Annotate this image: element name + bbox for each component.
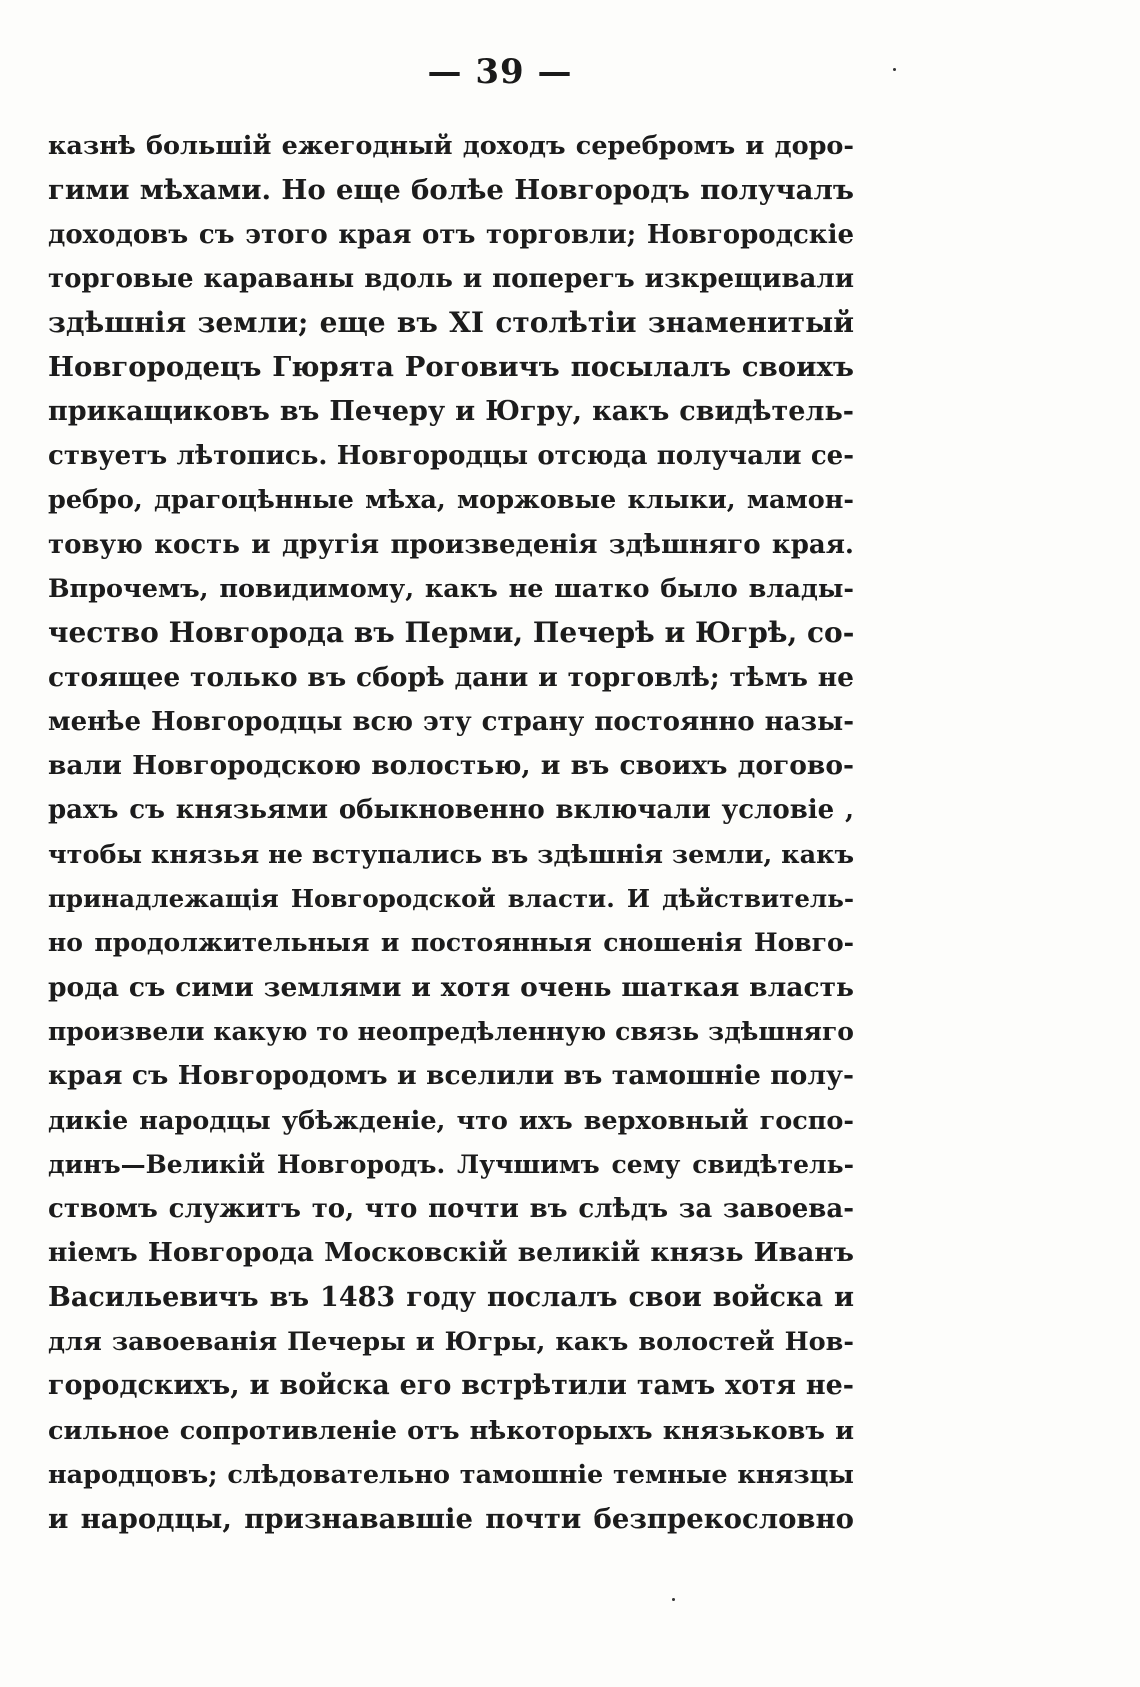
text-line: вали Новгородскою волостью, и въ своихъ догово- — [48, 750, 854, 782]
text-line: казнѣ большій ежегодный доходъ серебромъ и доро- — [48, 131, 854, 161]
text-line: чтобы князья не вступались въ здѣшнія земли, какъ — [48, 839, 854, 870]
text-line: прикащиковъ въ Печеру и Югру, какъ свидѣтель- — [48, 395, 854, 427]
text-line: ніемъ Новгорода Московскій великій князь Иванъ — [48, 1237, 854, 1269]
text-line: Новгородецъ Гюрята Роговичъ посылалъ своихъ — [48, 351, 854, 384]
text-line: стоящее только въ сборѣ дани и торговлѣ; тѣмъ не — [48, 661, 854, 693]
text-line: доходовъ съ этого края отъ торговли; Новгородскіе — [48, 219, 854, 250]
text-line: торговые караваны вдоль и поперегъ изкрещивали — [48, 263, 854, 294]
text-line: городскихъ, и войска его встрѣтили тамъ хотя не- — [48, 1370, 854, 1402]
text-line: ствомъ служитъ то, что почти въ слѣдъ за завоева- — [48, 1194, 854, 1225]
text-line: здѣшнія земли; еще въ XI столѣтіи знаменитый — [48, 306, 854, 340]
text-line: ствуетъ лѣтопись. Новгородцы отсюда получали се- — [48, 441, 854, 472]
text-line: рода съ сими землями и хотя очень шаткая власть — [48, 971, 854, 1003]
print-speck — [672, 1598, 675, 1601]
text-line: края съ Новгородомъ и вселили въ тамошніе полу- — [48, 1060, 854, 1092]
text-line: Васильевичъ въ 1483 году послалъ свои войска и — [48, 1281, 854, 1313]
text-line: ребро, драгоцѣнные мѣха, моржовые клыки, мамон- — [48, 485, 854, 516]
text-line: товую кость и другія произведенія здѣшняго края. — [48, 529, 854, 560]
text-line: Впрочемъ, повидимому, какъ не шатко было влады- — [48, 573, 854, 604]
text-line: произвели какую то неопредѣленную связь здѣшняго — [48, 1016, 854, 1046]
text-line: народцовъ; слѣдовательно тамошніе темные князцы — [48, 1459, 854, 1490]
text-line: рахъ съ князьями обыкновенно включали условіе , — [48, 795, 854, 826]
text-line: сильное сопротивленіе отъ нѣкоторыхъ князьковъ и — [48, 1415, 854, 1446]
text-line: и народцы, признававшіе почти безпрекословно — [48, 1503, 854, 1536]
text-line: менѣе Новгородцы всю эту страну постоянно назы- — [48, 706, 854, 737]
text-line: гими мѣхами. Но еще болѣе Новгородъ получалъ — [48, 174, 854, 207]
text-line: принадлежащія Новгородской власти. И дѣйствитель- — [48, 884, 854, 914]
page-number: — 39 — — [427, 52, 573, 92]
text-line: дикіе народцы убѣжденіе, что ихъ верховный госпо- — [48, 1105, 854, 1136]
text-line: для завоеванія Печеры и Югры, какъ волостей Нов- — [48, 1327, 854, 1358]
text-line: чество Новгорода въ Перми, Печерѣ и Югрѣ, со- — [48, 616, 854, 650]
text-line: динъ—Великій Новгородъ. Лучшимъ сему свидѣтель- — [48, 1149, 854, 1179]
text-line: но продолжительныя и постоянныя сношенія Новго- — [48, 928, 854, 958]
print-speck — [893, 68, 896, 71]
page-text — [48, 124, 854, 1542]
